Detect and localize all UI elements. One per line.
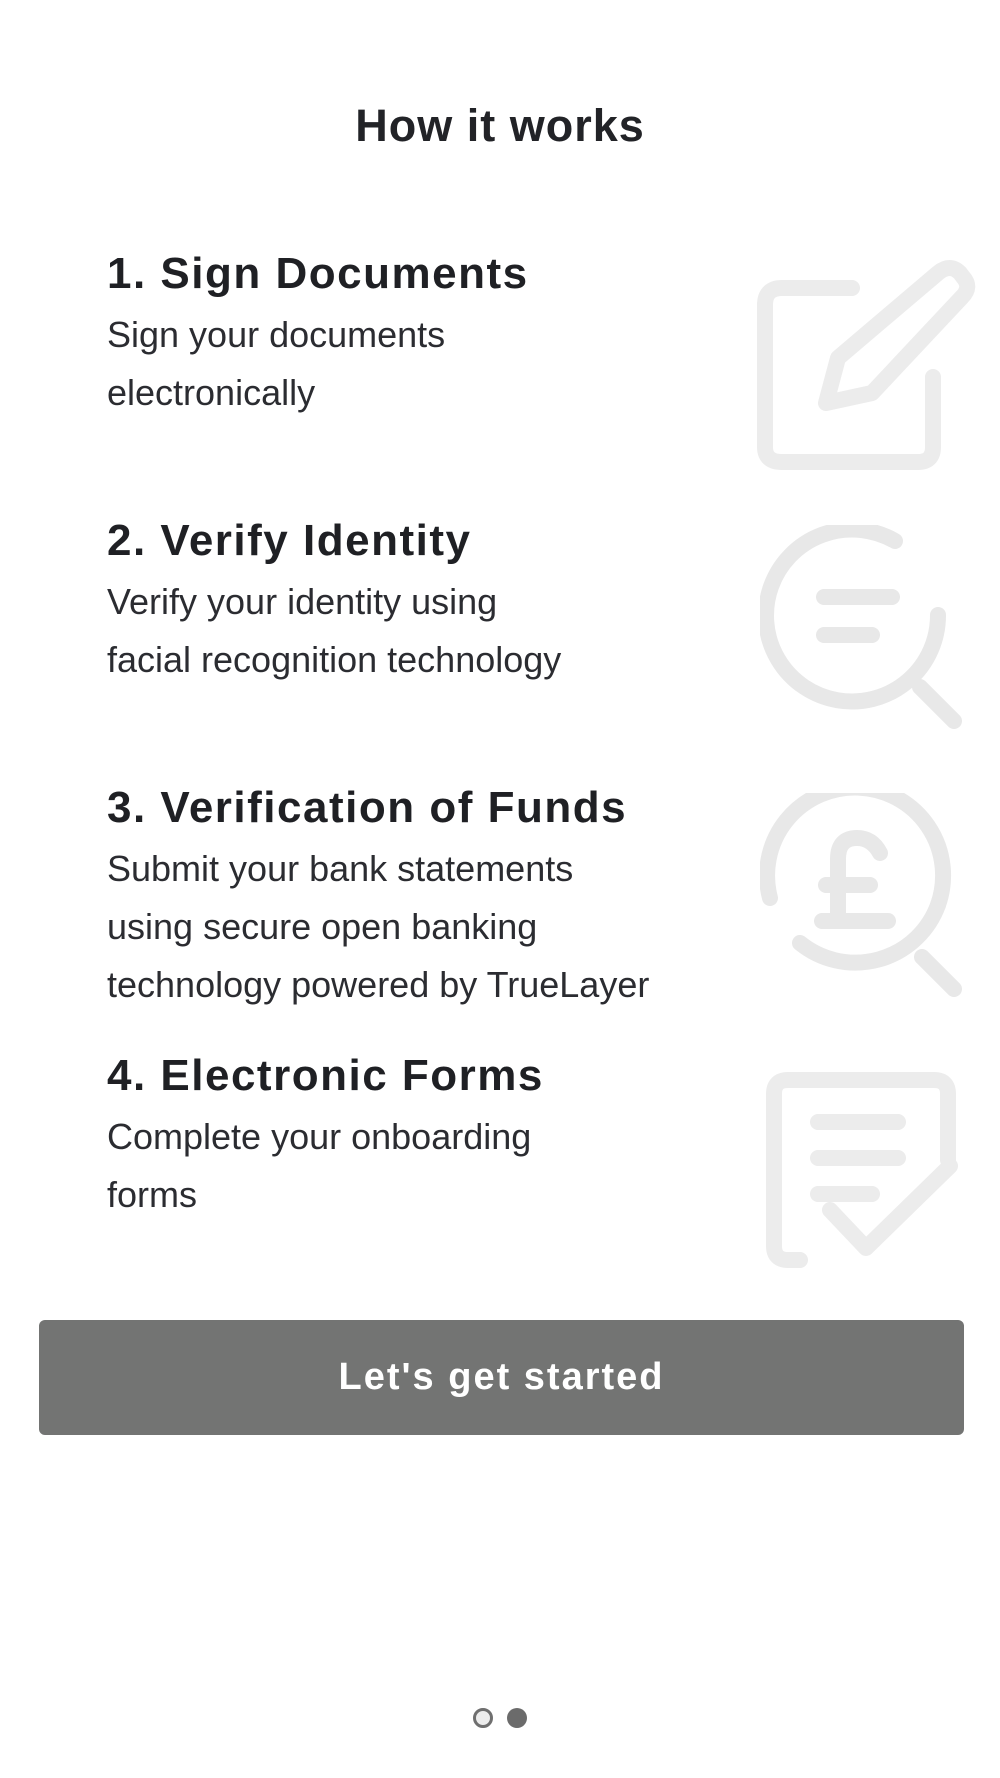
page-dot-2-active[interactable]	[507, 1708, 527, 1728]
step-heading: 3. Verification of Funds	[107, 783, 628, 832]
step-description: Submit your bank statements using secure open banking technology powered by TrueLayer	[107, 848, 650, 1005]
step-electronic-forms	[107, 1050, 707, 1224]
pound-search-icon	[760, 793, 970, 1003]
step-heading: 4. Electronic Forms	[107, 1051, 544, 1100]
step-heading: 1. Sign Documents	[107, 249, 529, 298]
search-lines-icon	[760, 525, 970, 735]
step-verification-of-funds	[107, 782, 707, 1014]
step-heading: 2. Verify Identity	[107, 516, 472, 565]
pagination-dots	[0, 1708, 1000, 1728]
step-verify-identity	[107, 515, 707, 689]
step-sign-documents	[107, 248, 707, 422]
edit-document-icon	[750, 255, 980, 475]
page-title: How it works	[355, 100, 645, 151]
get-started-button[interactable]: Let's get started	[39, 1320, 964, 1435]
step-description: Sign your documents electronically	[107, 314, 446, 413]
form-check-icon	[760, 1070, 970, 1280]
page-dot-1[interactable]	[473, 1708, 493, 1728]
step-description: Verify your identity using facial recognition technology	[107, 581, 562, 680]
step-description: Complete your onboarding forms	[107, 1116, 532, 1215]
